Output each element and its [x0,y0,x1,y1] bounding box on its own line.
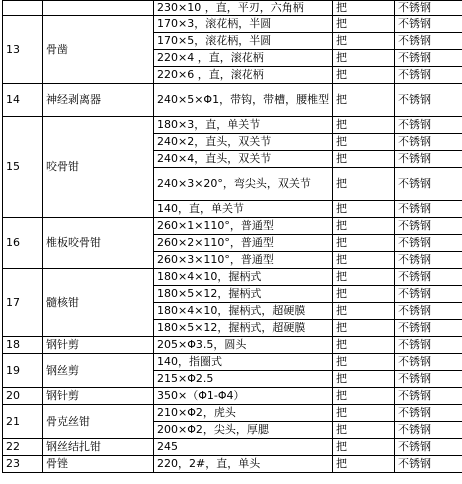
spec-cell: 350×（Φ1-Φ4） [154,388,333,405]
table-row [3,84,462,117]
spec-cell: 180×5×12，握柄式，超硬膜 [154,320,333,337]
spec-cell: 200×Φ2，尖头，厚腮 [154,422,333,439]
item-number-cell [3,1,43,16]
unit-cell: 把 [333,405,395,422]
unit-cell: 把 [333,286,395,303]
item-name-cell: 咬骨钳 [43,117,154,218]
spec-cell: 210×Φ2，虎头 [154,405,333,422]
item-name-cell: 椎板咬骨钳 [43,218,154,269]
material-cell: 不锈钢 [395,67,462,84]
spec-cell: 260×3×110°，普通型 [154,252,333,269]
item-name-cell: 钢丝结扎钳 [43,439,154,456]
material-cell: 不锈钢 [395,201,462,218]
unit-cell: 把 [333,201,395,218]
spec-cell: 230×10 ，直，平刃，六角柄 [154,1,333,16]
unit-cell: 把 [333,371,395,388]
material-cell: 不锈钢 [395,371,462,388]
material-cell: 不锈钢 [395,33,462,50]
spec-cell: 220×6 ，直，滚花柄 [154,67,333,84]
item-number-cell: 23 [3,456,43,473]
spec-cell: 180×3，直，单关节 [154,117,333,134]
item-number-cell: 18 [3,337,43,354]
item-name-cell: 钢针剪 [43,388,154,405]
material-cell: 不锈钢 [395,286,462,303]
material-cell: 不锈钢 [395,388,462,405]
unit-cell: 把 [333,151,395,168]
material-cell: 不锈钢 [395,84,462,117]
unit-cell: 把 [333,320,395,337]
unit-cell: 把 [333,218,395,235]
item-name-cell: 骨凿 [43,16,154,84]
material-cell: 不锈钢 [395,134,462,151]
spec-cell: 260×2×110°，普通型 [154,235,333,252]
item-name-cell: 髓核钳 [43,269,154,337]
unit-cell: 把 [333,33,395,50]
table-row [3,218,462,235]
material-cell: 不锈钢 [395,354,462,371]
table-row [3,117,462,134]
item-name-cell: 神经剥离器 [43,84,154,117]
material-cell: 不锈钢 [395,337,462,354]
spec-cell: 245 [154,439,333,456]
unit-cell: 把 [333,1,395,16]
material-cell: 不锈钢 [395,218,462,235]
unit-cell: 把 [333,50,395,67]
item-name-cell: 骨锉 [43,456,154,473]
spec-cell: 240×2，直头，双关节 [154,134,333,151]
unit-cell: 把 [333,337,395,354]
material-cell: 不锈钢 [395,16,462,33]
item-number-cell: 15 [3,117,43,218]
material-cell: 不锈钢 [395,1,462,16]
table-row [3,388,462,405]
table-row [3,16,462,33]
material-cell: 不锈钢 [395,320,462,337]
unit-cell: 把 [333,388,395,405]
item-number-cell: 22 [3,439,43,456]
unit-cell: 把 [333,422,395,439]
material-cell: 不锈钢 [395,151,462,168]
spec-cell: 170×3，滚花柄，半圆 [154,16,333,33]
spec-cell: 180×5×12，握柄式 [154,286,333,303]
item-name-cell [43,1,154,16]
unit-cell: 把 [333,16,395,33]
spec-cell: 220，2#，直，单头 [154,456,333,473]
material-cell: 不锈钢 [395,50,462,67]
item-number-cell: 13 [3,16,43,84]
spec-cell: 205×Φ3.5，圆头 [154,337,333,354]
item-number-cell: 16 [3,218,43,269]
item-number-cell: 14 [3,84,43,117]
material-cell: 不锈钢 [395,405,462,422]
unit-cell: 把 [333,168,395,201]
spec-cell: 260×1×110°，普通型 [154,218,333,235]
material-cell: 不锈钢 [395,235,462,252]
table-row [3,354,462,371]
item-number-cell: 19 [3,354,43,388]
material-cell: 不锈钢 [395,117,462,134]
material-cell: 不锈钢 [395,456,462,473]
spec-cell: 180×4×10，握柄式 [154,269,333,286]
unit-cell: 把 [333,439,395,456]
spec-cell: 140，指圈式 [154,354,333,371]
spec-cell: 240×5×Φ1，带钩，带槽，腰椎型 [154,84,333,117]
spec-cell: 220×4 ，直，滚花柄 [154,50,333,67]
spec-cell: 180×4×10，握柄式，超硬膜 [154,303,333,320]
unit-cell: 把 [333,269,395,286]
material-cell: 不锈钢 [395,422,462,439]
material-cell: 不锈钢 [395,168,462,201]
material-cell: 不锈钢 [395,303,462,320]
unit-cell: 把 [333,303,395,320]
spec-cell: 215×Φ2.5 [154,371,333,388]
table-row [3,456,462,473]
unit-cell: 把 [333,84,395,117]
material-cell: 不锈钢 [395,269,462,286]
table-row [3,1,462,16]
table-row [3,439,462,456]
item-number-cell: 21 [3,405,43,439]
table-row [3,269,462,286]
item-number-cell: 20 [3,388,43,405]
table-row [3,405,462,422]
item-name-cell: 钢针剪 [43,337,154,354]
spec-cell: 170×5，滚花柄，半圆 [154,33,333,50]
unit-cell: 把 [333,235,395,252]
spec-cell: 240×3×20°，弯尖头，双关节 [154,168,333,201]
unit-cell: 把 [333,117,395,134]
material-cell: 不锈钢 [395,439,462,456]
item-name-cell: 钢丝剪 [43,354,154,388]
spec-cell: 140，直，单关节 [154,201,333,218]
instrument-spec-table [2,0,462,473]
unit-cell: 把 [333,252,395,269]
unit-cell: 把 [333,134,395,151]
item-name-cell: 骨克丝钳 [43,405,154,439]
material-cell: 不锈钢 [395,252,462,269]
unit-cell: 把 [333,67,395,84]
spec-cell: 240×4，直头，双关节 [154,151,333,168]
item-number-cell: 17 [3,269,43,337]
unit-cell: 把 [333,456,395,473]
table-row [3,337,462,354]
unit-cell: 把 [333,354,395,371]
